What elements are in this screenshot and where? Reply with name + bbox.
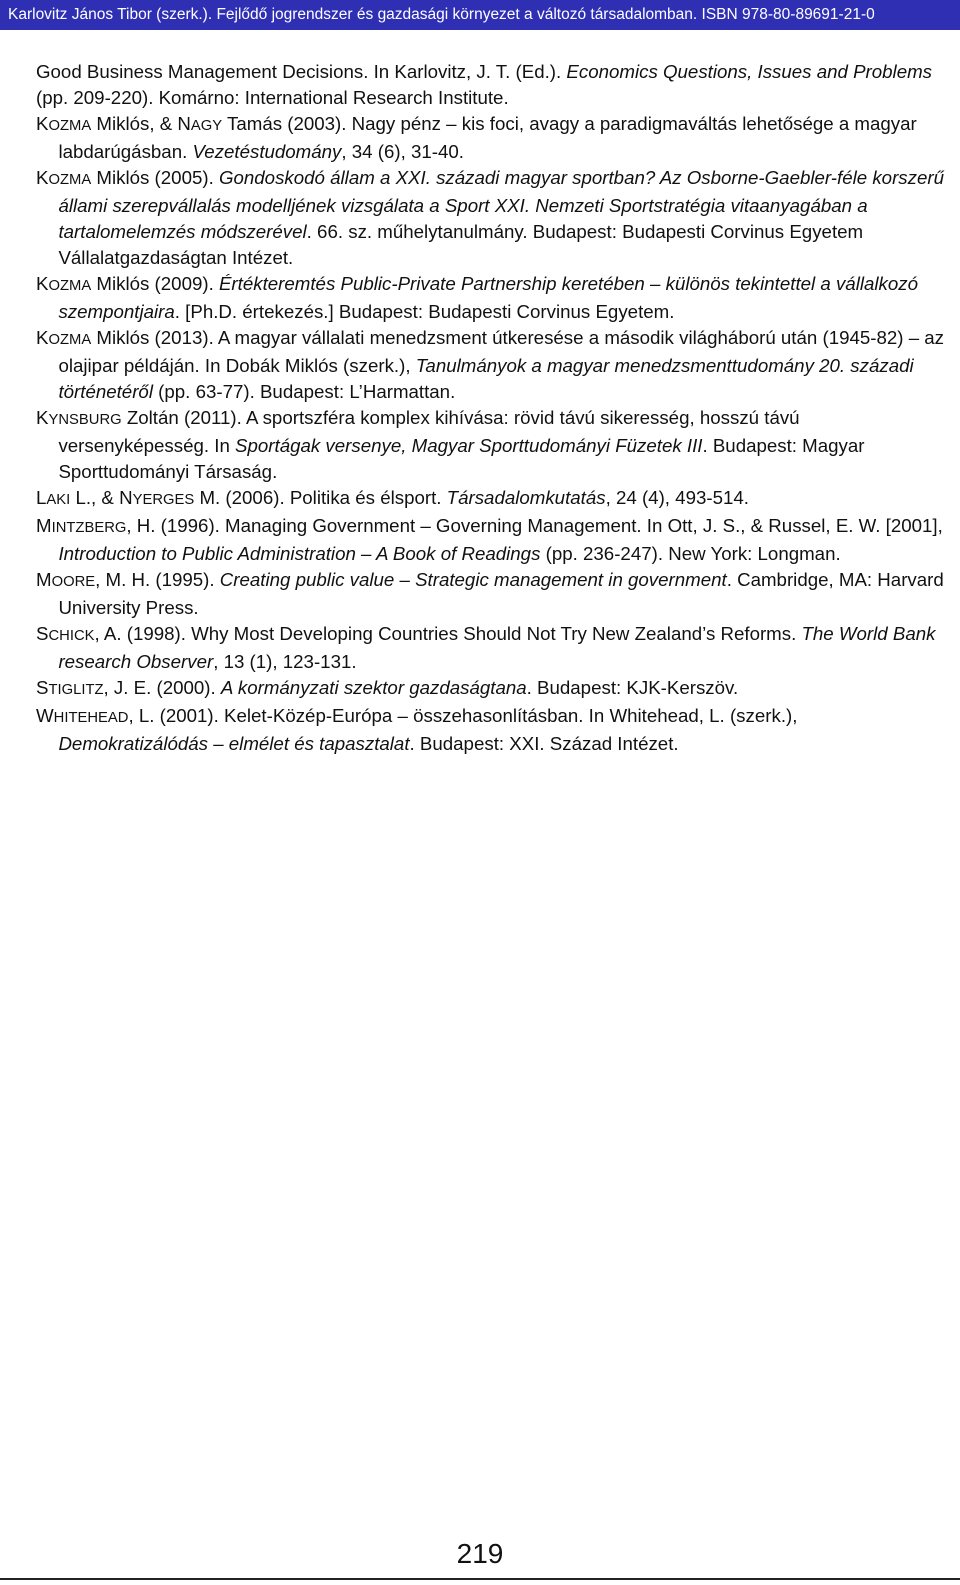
running-header: Karlovitz János Tibor (szerk.). Fejlődő jogrendszer és gazdasági környezet a változó társadalomban. ISBN 978-80-89691-21-0	[0, 0, 960, 30]
reference-text: Tamás (2003). Nagy pénz – kis foci, avagy a paradigmaváltás lehetősége a magyar labdarúgásban.	[58, 113, 917, 162]
reference-entry	[36, 675, 948, 703]
reference-text: . Budapest: Magyar Sporttudományi Társaság.	[58, 435, 865, 482]
reference-title: Vezetéstudomány	[192, 141, 342, 162]
reference-title: Sportágak versenye, Magyar Sporttudományi Füzetek III	[235, 435, 703, 456]
reference-title: Economics Questions, Issues and Problems	[566, 61, 933, 82]
reference-text: , 13 (1), 123-131.	[213, 651, 357, 672]
reference-text: L	[36, 487, 47, 508]
page-number: 219	[456, 1538, 504, 1569]
reference-entry	[36, 703, 948, 757]
reference-text: Zoltán (2011). A sportszféra komplex kihívása: rövid távú sikeresség, hosszú távú versenyképesség. In	[58, 407, 800, 456]
reference-text: K	[36, 113, 49, 134]
reference-title: Gondoskodó állam a XXI. századi magyar sportban? Az Osborne-Gaebler-féle korszerű állami szerepvállalás modelljének vizsgálata a Sport XXI. Nemzeti Sportstratégia vitaanyagában a tartalomelemzés módszerével	[58, 167, 944, 242]
reference-entry	[36, 325, 948, 405]
reference-title: A kormányzati szektor gazdaságtana	[220, 677, 527, 698]
reference-text: K	[36, 273, 49, 294]
reference-text: K	[36, 167, 49, 188]
reference-text: S	[36, 677, 49, 698]
reference-text: Miklós, & N	[91, 113, 191, 134]
reference-title: Értékteremtés Public-Private Partnership keretében – különös tekintettel a vállalkozó szempontjaira	[58, 273, 919, 322]
reference-text: , M. H. (1995).	[95, 569, 220, 590]
author-surname: AGY	[190, 118, 223, 134]
reference-text: (pp. 209-220). Komárno: International Research Institute.	[36, 87, 509, 108]
reference-entry	[36, 59, 948, 111]
reference-text: , 34 (6), 31-40.	[341, 141, 464, 162]
author-surname: OZMA	[48, 118, 92, 134]
reference-title: Demokratizálódás – elmélet és tapasztalat	[58, 733, 410, 754]
author-surname: AKI	[46, 492, 71, 508]
reference-text: M. (2006). Politika és élsport.	[194, 487, 447, 508]
reference-text: Miklós (2005).	[91, 167, 219, 188]
reference-text: , L. (2001). Kelet-Közép-Európa – összehasonlításban. In Whitehead, L. (szerk.),	[128, 705, 798, 726]
reference-text: , A. (1998). Why Most Developing Countries Should Not Try New Zealand’s Reforms.	[94, 623, 802, 644]
author-surname: YNSBURG	[48, 412, 122, 428]
reference-entry	[36, 111, 948, 165]
reference-entry	[36, 271, 948, 325]
reference-text: W	[36, 705, 54, 726]
author-surname: HITEHEAD	[53, 710, 129, 726]
reference-text: M	[36, 515, 52, 536]
reference-text: . [Ph.D. értekezés.] Budapest: Budapesti Corvinus Egyetem.	[174, 301, 675, 322]
reference-text: K	[36, 327, 49, 348]
reference-entry	[36, 621, 948, 675]
reference-text: (pp. 236-247). New York: Longman.	[540, 543, 841, 564]
reference-entry	[36, 513, 948, 567]
reference-text: , H. (1996). Managing Government – Governing Management. In Ott, J. S., & Russel, E. W. [2001],	[126, 515, 943, 536]
author-surname: YERGES	[132, 492, 195, 508]
reference-text: . Cambridge, MA: Harvard University Press.	[58, 569, 944, 618]
reference-title: Tanulmányok a magyar menedzsmenttudomány 20. századi történetéről	[58, 355, 914, 402]
reference-text: Miklós (2009).	[91, 273, 219, 294]
author-surname: TIGLITZ	[48, 682, 104, 698]
reference-entry	[36, 165, 948, 271]
author-surname: OORE	[51, 574, 96, 590]
author-surname: OZMA	[48, 332, 92, 348]
reference-list	[36, 59, 948, 757]
reference-title: Creating public value – Strategic management in government	[219, 569, 727, 590]
reference-entry	[36, 485, 948, 513]
footer-rule	[0, 1578, 960, 1580]
reference-text: . 66. sz. műhelytanulmány. Budapest: Budapesti Corvinus Egyetem Vállalatgazdaságtan Intézet.	[58, 221, 864, 268]
author-surname: OZMA	[48, 172, 92, 188]
author-surname: CHICK	[48, 628, 95, 644]
reference-entry	[36, 405, 948, 485]
reference-title: The World Bank research Observer	[58, 623, 936, 672]
reference-title: Társadalomkutatás	[446, 487, 606, 508]
reference-text: Miklós (2013). A magyar vállalati menedzsment útkeresése a második világháború után (1945-82) – az olajipar példáján. In Dobák Miklós (szerk.),	[58, 327, 945, 376]
reference-text: L., & N	[70, 487, 133, 508]
reference-text: . Budapest: KJK-Kerszöv.	[526, 677, 739, 698]
author-surname: INTZBERG	[51, 520, 127, 536]
reference-text: . Budapest: XXI. Század Intézet.	[409, 733, 679, 754]
author-surname: OZMA	[48, 278, 92, 294]
reference-text: M	[36, 569, 52, 590]
reference-title: Introduction to Public Administration – A Book of Readings	[58, 543, 541, 564]
reference-text: Good Business Management Decisions. In Karlovitz, J. T. (Ed.).	[36, 61, 567, 82]
reference-text: S	[36, 623, 49, 644]
reference-text: , J. E. (2000).	[103, 677, 221, 698]
reference-text: K	[36, 407, 49, 428]
reference-entry	[36, 567, 948, 621]
reference-text: (pp. 63-77). Budapest: L’Harmattan.	[152, 381, 456, 402]
reference-text: , 24 (4), 493-514.	[605, 487, 749, 508]
